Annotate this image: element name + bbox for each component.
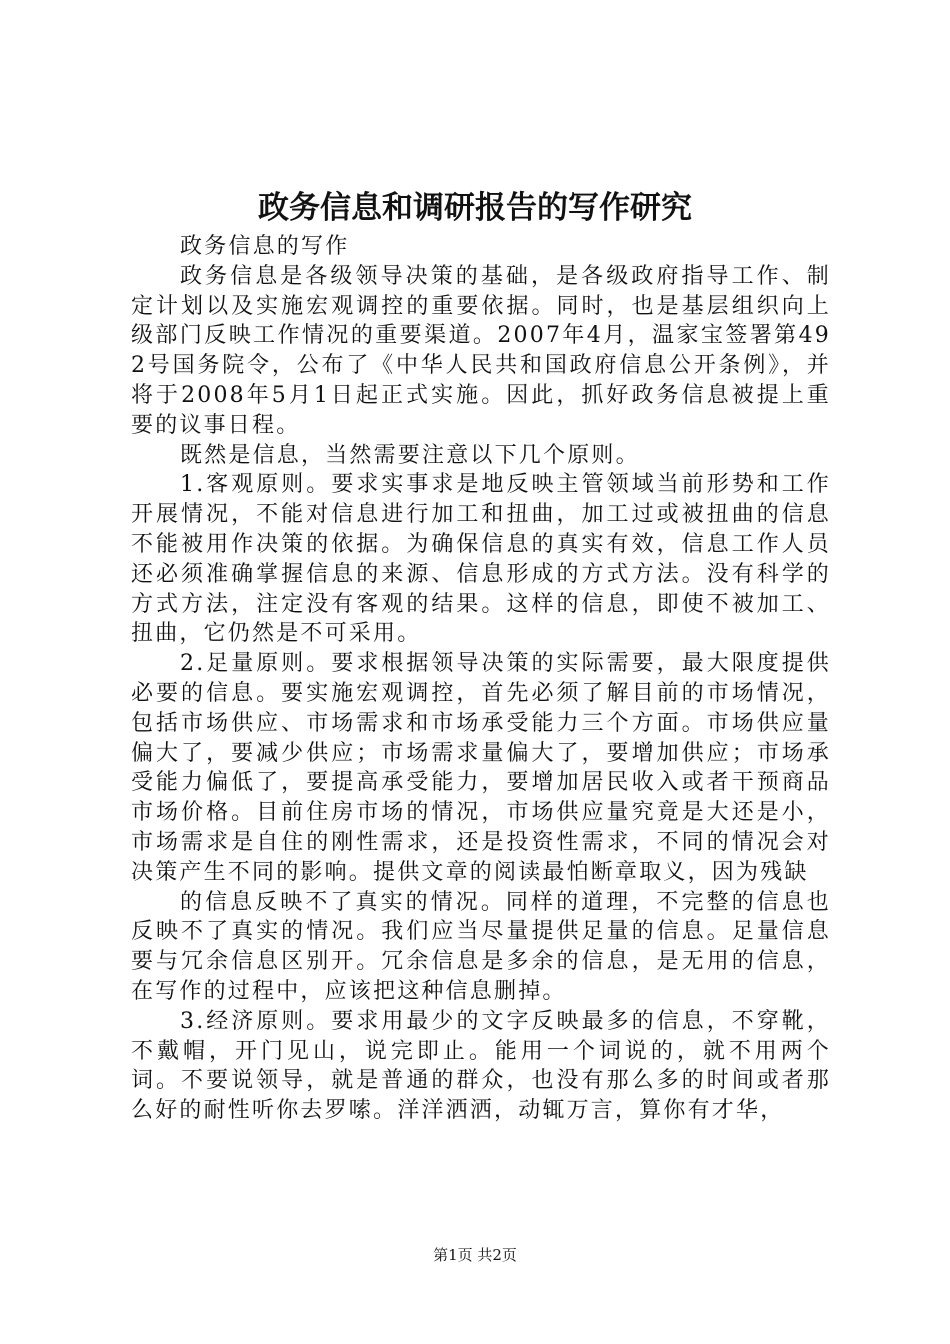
document-body — [131, 232, 831, 1126]
paragraph: 3.经济原则。要求用最少的文字反映最多的信息，不穿靴，不戴帽，开门见山，说完即止。能用一个词说的，就不用两个词。不要说领导，就是普通的群众，也没有那么多的时间或者那么好的耐性听你去罗嗦。洋洋洒洒，动辄万言，算你有才华， — [131, 1008, 831, 1124]
paragraph: 既然是信息，当然需要注意以下几个原则。 — [180, 442, 640, 468]
paragraph: 的信息反映不了真实的情况。同样的道理，不完整的信息也反映不了真实的情况。我们应当尽量提供足量的信息。足量信息要与冗余信息区别开。冗余信息是多余的信息，是无用的信息，在写作的过程中，应该把这种信息删掉。 — [131, 889, 831, 1004]
paragraph: 2.足量原则。要求根据领导决策的实际需要，最大限度提供必要的信息。要实施宏观调控，首先必须了解目前的市场情况，包括市场供应、市场需求和市场承受能力三个方面。市场供应量偏大了，要减少供应；市场需求量偏大了，要增加供应；市场承受能力偏低了，要提高承受能力，要增加居民收入或者干预商品市场价格。目前住房市场的情况，市场供应量究竟是大还是小，市场需求是自住的刚性需求，还是投资性需求，不同的情况会对决策产生不同的影响。提供文章的阅读最怕断章取义，因为残缺 — [131, 651, 831, 885]
section-heading: 政务信息的写作 — [180, 234, 350, 259]
page-footer: 第1页 共2页 — [433, 1246, 517, 1264]
paragraph: 政务信息是各级领导决策的基础，是各级政府指导工作、制定计划以及实施宏观调控的重要依据。同时，也是基层组织向上级部门反映工作情况的重要渠道。2007年4月，温家宝签署第492号国务院令，公布了《中华人民共和国政府信息公开条例》，并将于2008年5月1日起正式实施。因此，抓好政务信息被提上重要的议事日程。 — [131, 263, 831, 438]
document-title: 政务信息和调研报告的写作研究 — [258, 190, 692, 226]
paragraph: 1.客观原则。要求实事求是地反映主管领域当前形势和工作开展情况，不能对信息进行加工和扭曲，加工过或被扭曲的信息不能被用作决策的依据。为确保信息的真实有效，信息工作人员还必须准确掌握信息的来源、信息形成的方式方法。没有科学的方式方法，注定没有客观的结果。这样的信息，即使不被加工、扭曲，它仍然是不可采用。 — [131, 472, 831, 647]
